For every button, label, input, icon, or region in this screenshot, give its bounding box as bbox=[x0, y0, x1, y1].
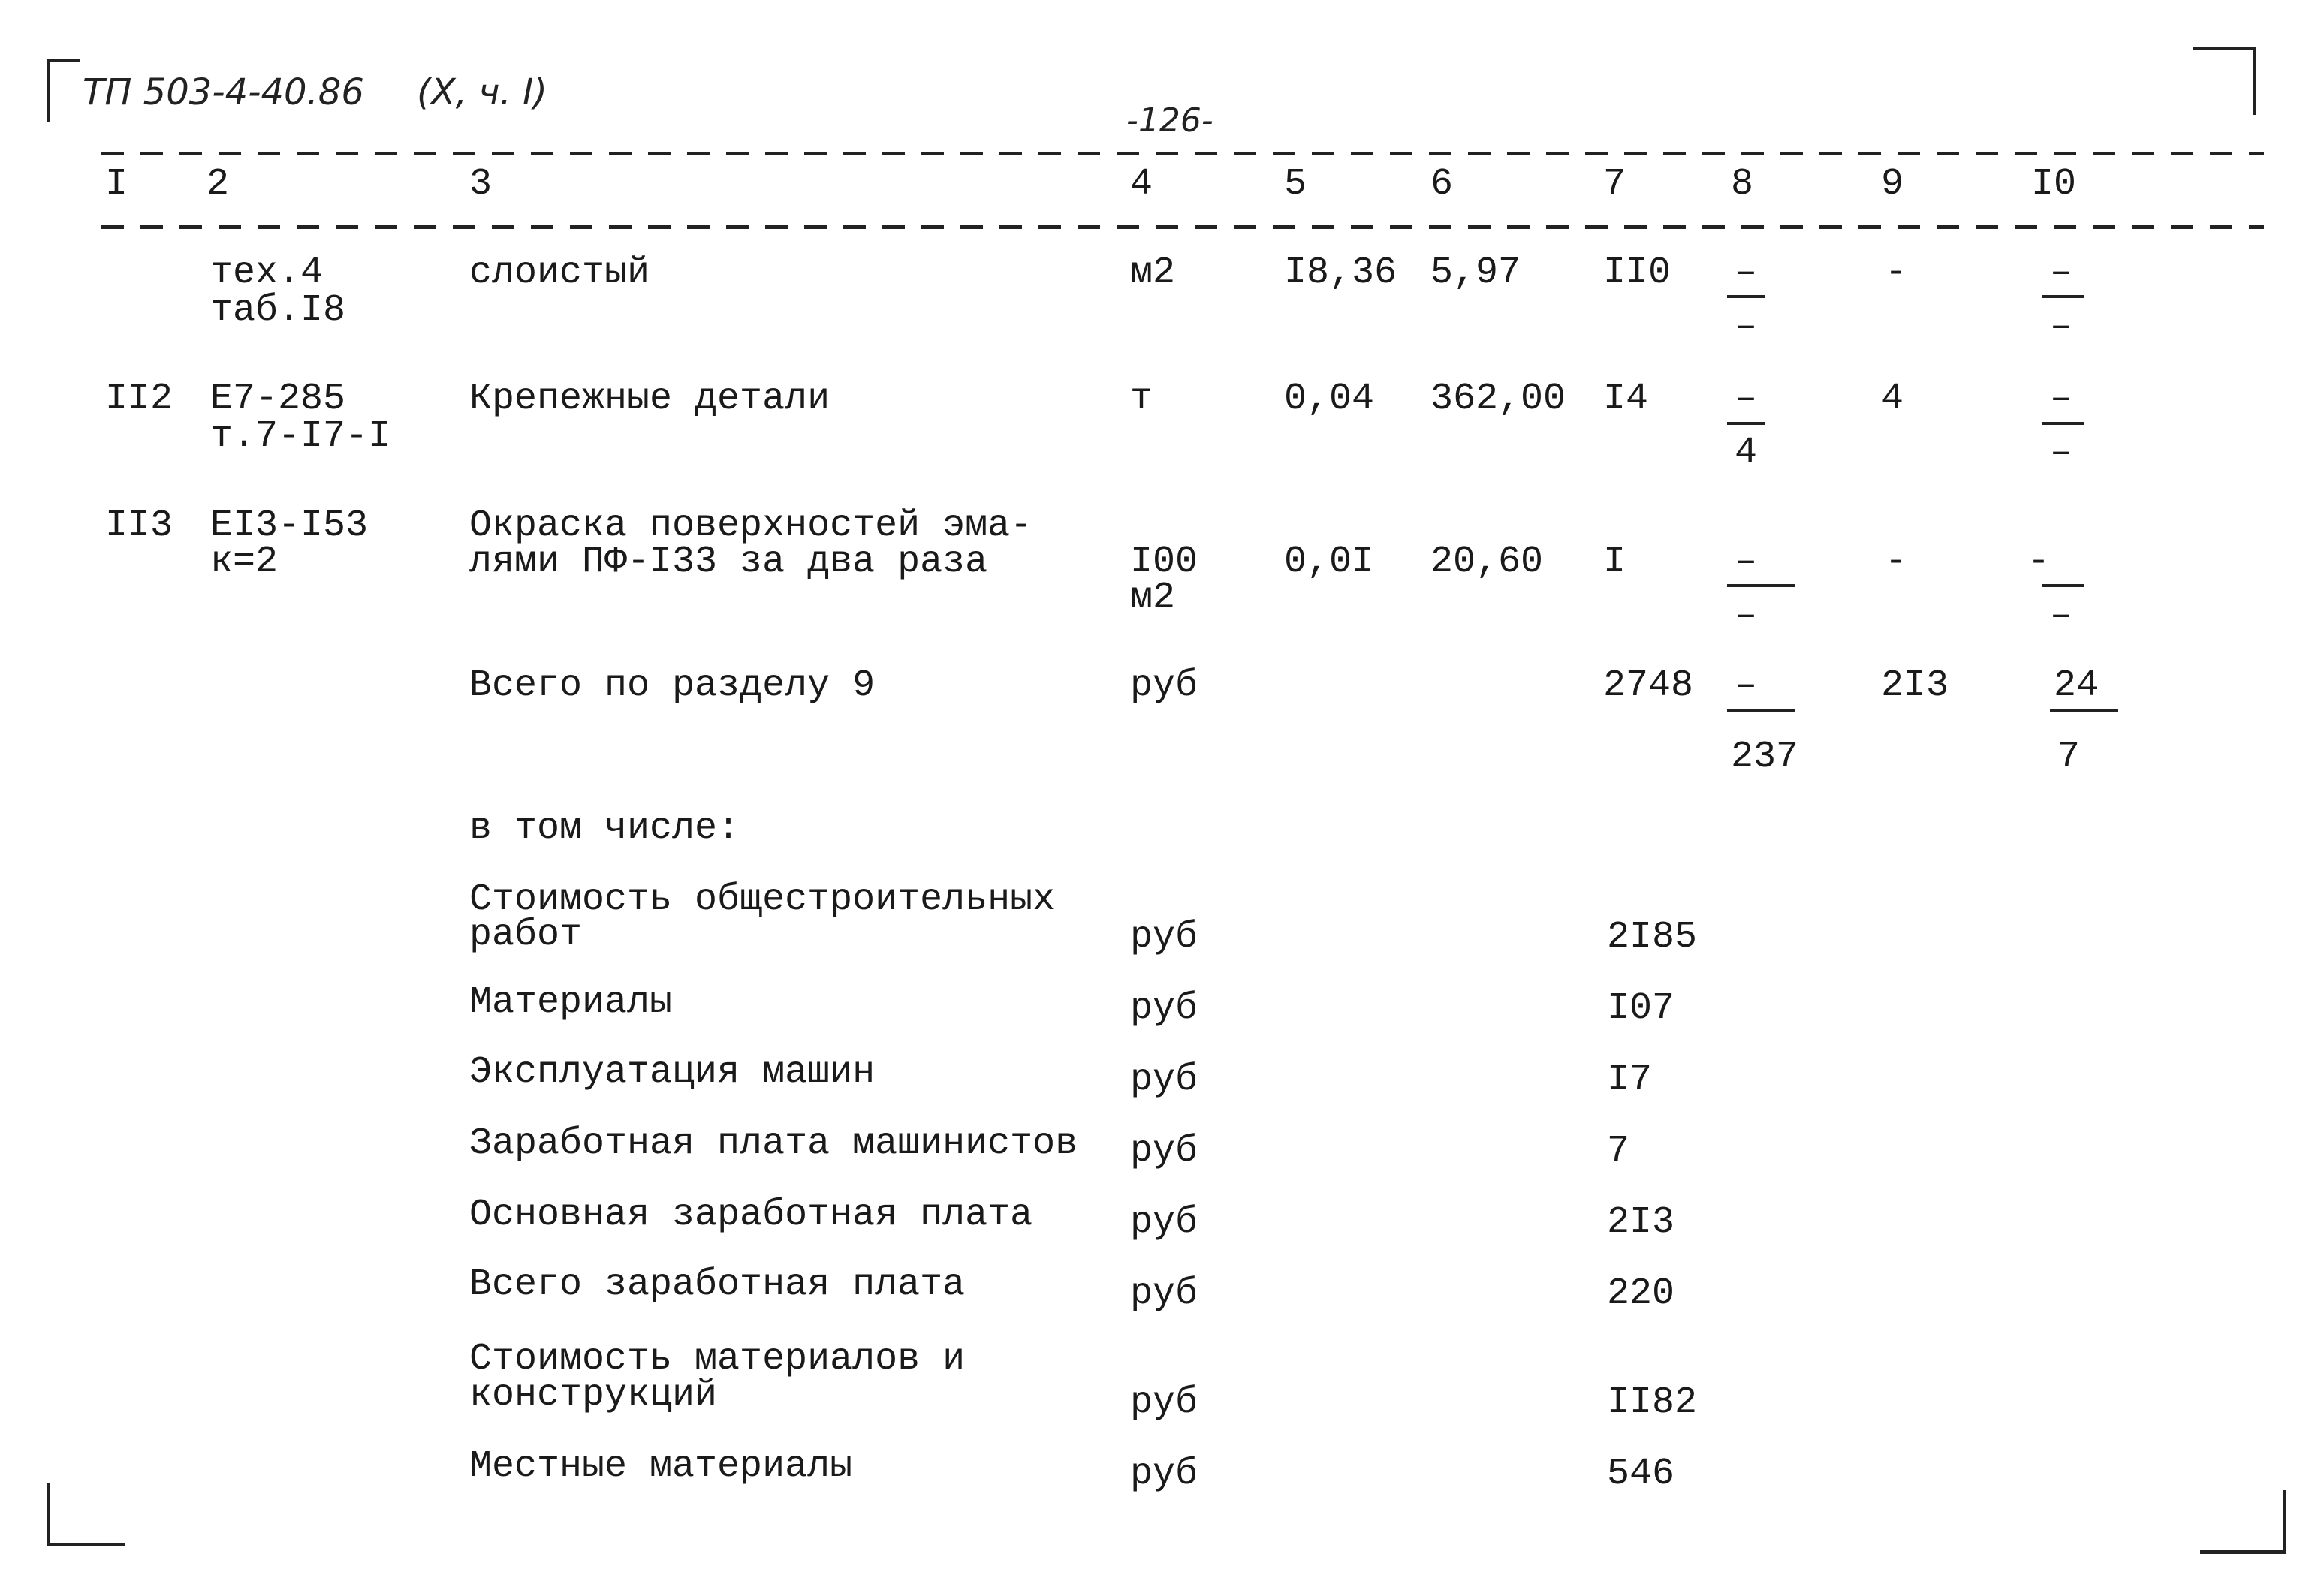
row-1-col8-top: – bbox=[1735, 251, 1758, 294]
section-total-col10-top: 24 bbox=[2054, 664, 2100, 707]
breakdown-6-name: Всего заработная плата bbox=[469, 1263, 966, 1306]
section-total-col10-bottom: 7 bbox=[2057, 736, 2081, 778]
breakdown-7-name-line-2: конструкций bbox=[469, 1374, 718, 1417]
breakdown-8-name: Местные материалы bbox=[469, 1445, 853, 1488]
breakdown-1-value: 2I85 bbox=[1607, 916, 1698, 959]
row-1-unit: м2 bbox=[1130, 251, 1176, 294]
header-rule-bottom bbox=[101, 225, 2264, 229]
row-2-total: I4 bbox=[1603, 378, 1649, 420]
corner-mark-top-left bbox=[47, 59, 80, 122]
column-header-8: 8 bbox=[1731, 163, 1754, 206]
row-3-name-line-2: лями ПФ-I33 за два раза bbox=[469, 541, 988, 583]
row-3-name-line-1: Окраска поверхностей эма- bbox=[469, 504, 1033, 547]
breakdown-5-unit: руб bbox=[1130, 1201, 1198, 1244]
row-1-code-line-1: тех.4 bbox=[210, 251, 324, 294]
breakdown-2-unit: руб bbox=[1130, 987, 1198, 1030]
breakdown-2-value: I07 bbox=[1607, 987, 1675, 1030]
breakdown-8-unit: руб bbox=[1130, 1453, 1198, 1495]
breakdown-3-unit: руб bbox=[1130, 1058, 1198, 1101]
breakdown-1-unit: руб bbox=[1130, 916, 1198, 959]
row-3-code-line-2: к=2 bbox=[210, 541, 279, 583]
row-3-col8-top: – bbox=[1735, 541, 1758, 583]
corner-mark-bottom-left bbox=[47, 1483, 125, 1546]
corner-mark-bottom-right bbox=[2200, 1490, 2286, 1554]
row-3-unit-line-2: м2 bbox=[1130, 577, 1176, 619]
breakdown-4-name: Заработная плата машинистов bbox=[469, 1122, 1078, 1165]
column-header-5: 5 bbox=[1284, 163, 1307, 206]
row-2-col9: 4 bbox=[1881, 378, 1904, 420]
breakdown-7-name-line-1: Стоимость материалов и bbox=[469, 1338, 966, 1381]
row-3-col8-fraction-bar bbox=[1727, 584, 1795, 587]
row-2-col8-top: – bbox=[1735, 378, 1758, 420]
column-header-4: 4 bbox=[1130, 163, 1153, 206]
row-1-quantity: I8,36 bbox=[1284, 251, 1397, 294]
breakdown-5-name: Основная заработная плата bbox=[469, 1194, 1033, 1236]
corner-mark-top-right bbox=[2193, 47, 2256, 115]
breakdown-1-name-line-2: работ bbox=[469, 914, 583, 956]
row-2-col10-top: – bbox=[2050, 378, 2073, 420]
column-header-2: 2 bbox=[206, 163, 230, 206]
row-2-col8-bottom: 4 bbox=[1735, 432, 1758, 474]
row-1-col10-bottom: – bbox=[2050, 306, 2073, 348]
breakdown-3-value: I7 bbox=[1607, 1058, 1653, 1101]
column-header-6: 6 bbox=[1430, 163, 1454, 206]
section-total-col8-bottom: 237 bbox=[1731, 736, 1799, 778]
breakdown-8-value: 546 bbox=[1607, 1453, 1675, 1495]
section-total-value: 2748 bbox=[1603, 664, 1694, 707]
section-total-col8-top: – bbox=[1735, 664, 1758, 707]
section-total-col10-fraction-bar bbox=[2050, 709, 2118, 712]
breakdown-6-unit: руб bbox=[1130, 1272, 1198, 1315]
including-label: в том числе: bbox=[469, 807, 740, 850]
row-1-name: слоистый bbox=[469, 251, 650, 294]
row-2-col10-fraction-bar bbox=[2042, 422, 2084, 425]
column-header-1: I bbox=[105, 163, 128, 206]
row-2-quantity: 0,04 bbox=[1284, 378, 1375, 420]
row-2-name: Крепежные детали bbox=[469, 378, 830, 420]
column-header-10: I0 bbox=[2031, 163, 2077, 206]
breakdown-1-name-line-1: Стоимость общестроительных bbox=[469, 878, 1056, 921]
row-3-col10-bottom: – bbox=[2050, 595, 2073, 637]
row-2-unit-price: 362,00 bbox=[1430, 378, 1566, 420]
page-number: -126- bbox=[1126, 101, 1213, 140]
section-total-unit: руб bbox=[1130, 664, 1198, 707]
column-header-7: 7 bbox=[1603, 163, 1626, 206]
row-1-code-line-2: таб.I8 bbox=[210, 289, 346, 332]
column-header-3: 3 bbox=[469, 163, 493, 206]
breakdown-7-unit: руб bbox=[1130, 1381, 1198, 1424]
document-code: ТП 503-4-40.86 bbox=[83, 71, 364, 113]
row-1-col10-fraction-bar bbox=[2042, 295, 2084, 298]
row-3-quantity: 0,0I bbox=[1284, 541, 1375, 583]
row-2-col8-fraction-bar bbox=[1727, 422, 1765, 425]
section-total-col9: 2I3 bbox=[1881, 664, 1949, 707]
document-part: (Х, ч. I) bbox=[417, 71, 547, 113]
row-3-unit-price: 20,60 bbox=[1430, 541, 1544, 583]
row-1-col10-top: – bbox=[2050, 251, 2073, 294]
breakdown-7-value: II82 bbox=[1607, 1381, 1698, 1424]
row-2-code-line-1: Е7-285 bbox=[210, 378, 346, 420]
row-3-code-line-1: ЕI3-I53 bbox=[210, 504, 369, 547]
section-total-label: Всего по разделу 9 bbox=[469, 664, 876, 707]
column-header-9: 9 bbox=[1881, 163, 1904, 206]
breakdown-4-unit: руб bbox=[1130, 1130, 1198, 1173]
row-1-col8-fraction-bar bbox=[1727, 295, 1765, 298]
row-3-col8-bottom: – bbox=[1735, 595, 1758, 637]
breakdown-2-name: Материалы bbox=[469, 981, 673, 1024]
row-1-col9: - bbox=[1885, 251, 1908, 294]
row-2-code-line-2: т.7-I7-I bbox=[210, 415, 391, 458]
breakdown-6-value: 220 bbox=[1607, 1272, 1675, 1315]
row-1-total: II0 bbox=[1603, 251, 1671, 294]
row-2-col10-bottom: – bbox=[2050, 432, 2073, 474]
row-1-col8-bottom: – bbox=[1735, 306, 1758, 348]
row-3-col10-fraction-bar bbox=[2042, 584, 2084, 587]
section-total-col8-fraction-bar bbox=[1727, 709, 1795, 712]
row-3-number: II3 bbox=[105, 504, 173, 547]
row-2-number: II2 bbox=[105, 378, 173, 420]
row-3-unit-line-1: I00 bbox=[1130, 541, 1198, 583]
breakdown-3-name: Эксплуатация машин bbox=[469, 1051, 876, 1094]
row-3-col9: - bbox=[1885, 541, 1908, 583]
row-1-unit-price: 5,97 bbox=[1430, 251, 1521, 294]
row-3-total: I bbox=[1603, 541, 1626, 583]
breakdown-4-value: 7 bbox=[1607, 1130, 1630, 1173]
breakdown-5-value: 2I3 bbox=[1607, 1201, 1675, 1244]
row-3-col10-top: - bbox=[2027, 541, 2051, 583]
row-2-unit: т bbox=[1130, 378, 1153, 420]
header-rule-top bbox=[101, 152, 2264, 155]
